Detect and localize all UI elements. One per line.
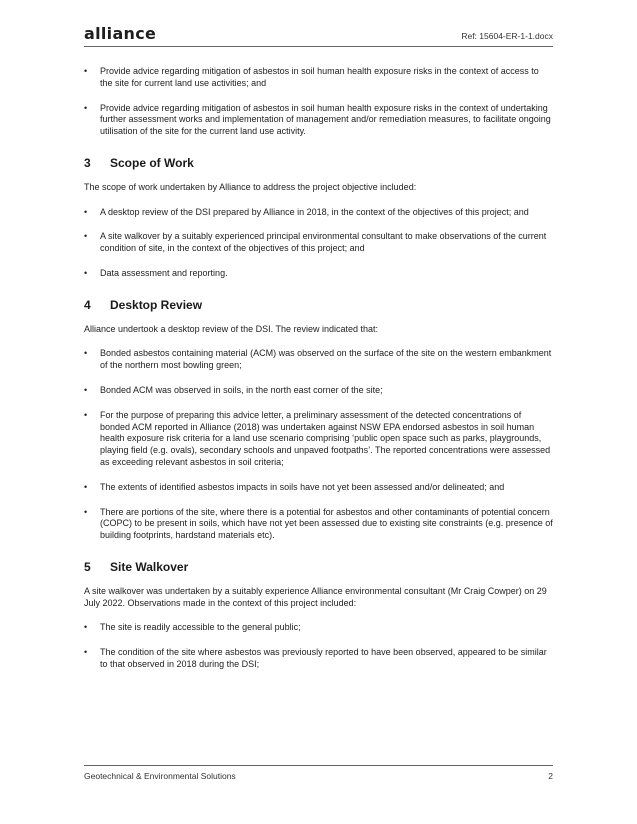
list-item-text: A site walkover by a suitably experienced principal environmental consultant to make observations of the current condition of site, in the context of the objectives of this project; and bbox=[100, 231, 547, 254]
list-item bbox=[84, 507, 553, 542]
section-number: 3 bbox=[84, 155, 91, 170]
section-intro: Alliance undertook a desktop review of the DSI. The review indicated that: bbox=[84, 323, 378, 334]
section-title: Scope of Work bbox=[110, 155, 194, 170]
list-item bbox=[84, 207, 553, 219]
footer-divider bbox=[84, 765, 553, 766]
list-item-text: The site is readily accessible to the general public; bbox=[100, 622, 301, 633]
document-reference: Ref: 15604-ER-1-1.docx bbox=[461, 31, 553, 41]
section-intro: A site walkover was undertaken by a suitably experience Alliance environmental consultant (Mr Craig Cowper) on 29 July 2022. Observations made in the context of this project included: bbox=[84, 585, 547, 608]
header-divider bbox=[84, 46, 553, 47]
footer-company-tagline: Geotechnical & Environmental Solutions bbox=[84, 771, 236, 781]
list-item bbox=[84, 410, 553, 469]
bullet-icon: • bbox=[84, 384, 88, 395]
list-item-text: Provide advice regarding mitigation of asbestos in soil human health exposure risks in the context of access to the site for current land use activities; and bbox=[100, 66, 539, 88]
section-number: 4 bbox=[84, 297, 91, 312]
bullet-icon: • bbox=[84, 66, 88, 76]
list-item bbox=[84, 385, 553, 397]
bullet-icon: • bbox=[84, 481, 88, 492]
list-item bbox=[84, 647, 553, 671]
bullet-icon: • bbox=[84, 102, 88, 113]
list-item-text: Bonded ACM was observed in soils, in the north east corner of the site; bbox=[100, 384, 383, 395]
list-item bbox=[84, 103, 553, 138]
page-footer bbox=[84, 771, 553, 781]
list-item-text: For the purpose of preparing this advice letter, a preliminary assessment of the detected concentrations of bonded ACM reported in Alliance (2018) was undertaken against NSW EPA endorsed asbestos in soil human health exposure risk criteria for a land use scenario comprising ‘public open space such as parks, playgrounds, playing field (e.g. ovals), secondary schools and unpaved footpaths’. The reported concentrations were assessed as exceeding relevant asbestos in soil criteria; bbox=[100, 409, 551, 467]
bullet-icon: • bbox=[84, 622, 88, 633]
page-header bbox=[84, 24, 553, 46]
section-intro: The scope of work undertaken by Alliance to address the project objective included: bbox=[84, 181, 417, 192]
page-number: 2 bbox=[548, 771, 553, 781]
section-heading-scope-of-work bbox=[84, 155, 553, 170]
list-item bbox=[84, 348, 553, 372]
section-title: Site Walkover bbox=[110, 559, 189, 574]
list-item-text: The condition of the site where asbestos was previously reported to have been observed, appeared to be similar to that observed in 2018 during the DSI; bbox=[100, 647, 547, 669]
bullet-icon: • bbox=[84, 231, 88, 242]
list-item-text: The extents of identified asbestos impacts in soils have not yet been assessed and/or delineated; and bbox=[100, 481, 505, 492]
list-item-text: Data assessment and reporting. bbox=[100, 267, 228, 278]
section-title: Desktop Review bbox=[110, 297, 203, 312]
list-item-text: Bonded asbestos containing material (ACM) was observed on the surface of the site on the western embankment of the northern most bowling green; bbox=[100, 348, 552, 371]
list-item-text: A desktop review of the DSI prepared by Alliance in 2018, in the context of the objectives of this project; and bbox=[100, 206, 529, 217]
bullet-icon: • bbox=[84, 267, 88, 278]
page-content bbox=[84, 66, 553, 684]
alliance-logo: alliance bbox=[84, 24, 157, 43]
list-item bbox=[84, 482, 553, 494]
list-item-text: There are portions of the site, where there is a potential for asbestos and other contaminants of potential concern (COPC) to be present in soils, which have not yet been assessed due to existing site constraints (e.g. presence of building footprints, hardstand materials etc). bbox=[100, 506, 553, 541]
bullet-icon: • bbox=[84, 647, 88, 658]
list-item bbox=[84, 268, 553, 280]
section-number: 5 bbox=[84, 559, 91, 574]
list-item bbox=[84, 622, 553, 634]
list-item bbox=[84, 66, 553, 90]
list-item-text: Provide advice regarding mitigation of asbestos in soil human health exposure risks in the context of undertaking further assessment works and implementation of management and/or remediation measures, to facilitate ongoing utilisation of the site for the current land use activity. bbox=[100, 102, 551, 137]
bullet-icon: • bbox=[84, 206, 88, 217]
bullet-icon: • bbox=[84, 409, 88, 420]
bullet-icon: • bbox=[84, 348, 88, 359]
bullet-icon: • bbox=[84, 506, 88, 517]
section-heading-site-walkover bbox=[84, 559, 553, 574]
section-heading-desktop-review bbox=[84, 297, 553, 312]
list-item bbox=[84, 231, 553, 255]
